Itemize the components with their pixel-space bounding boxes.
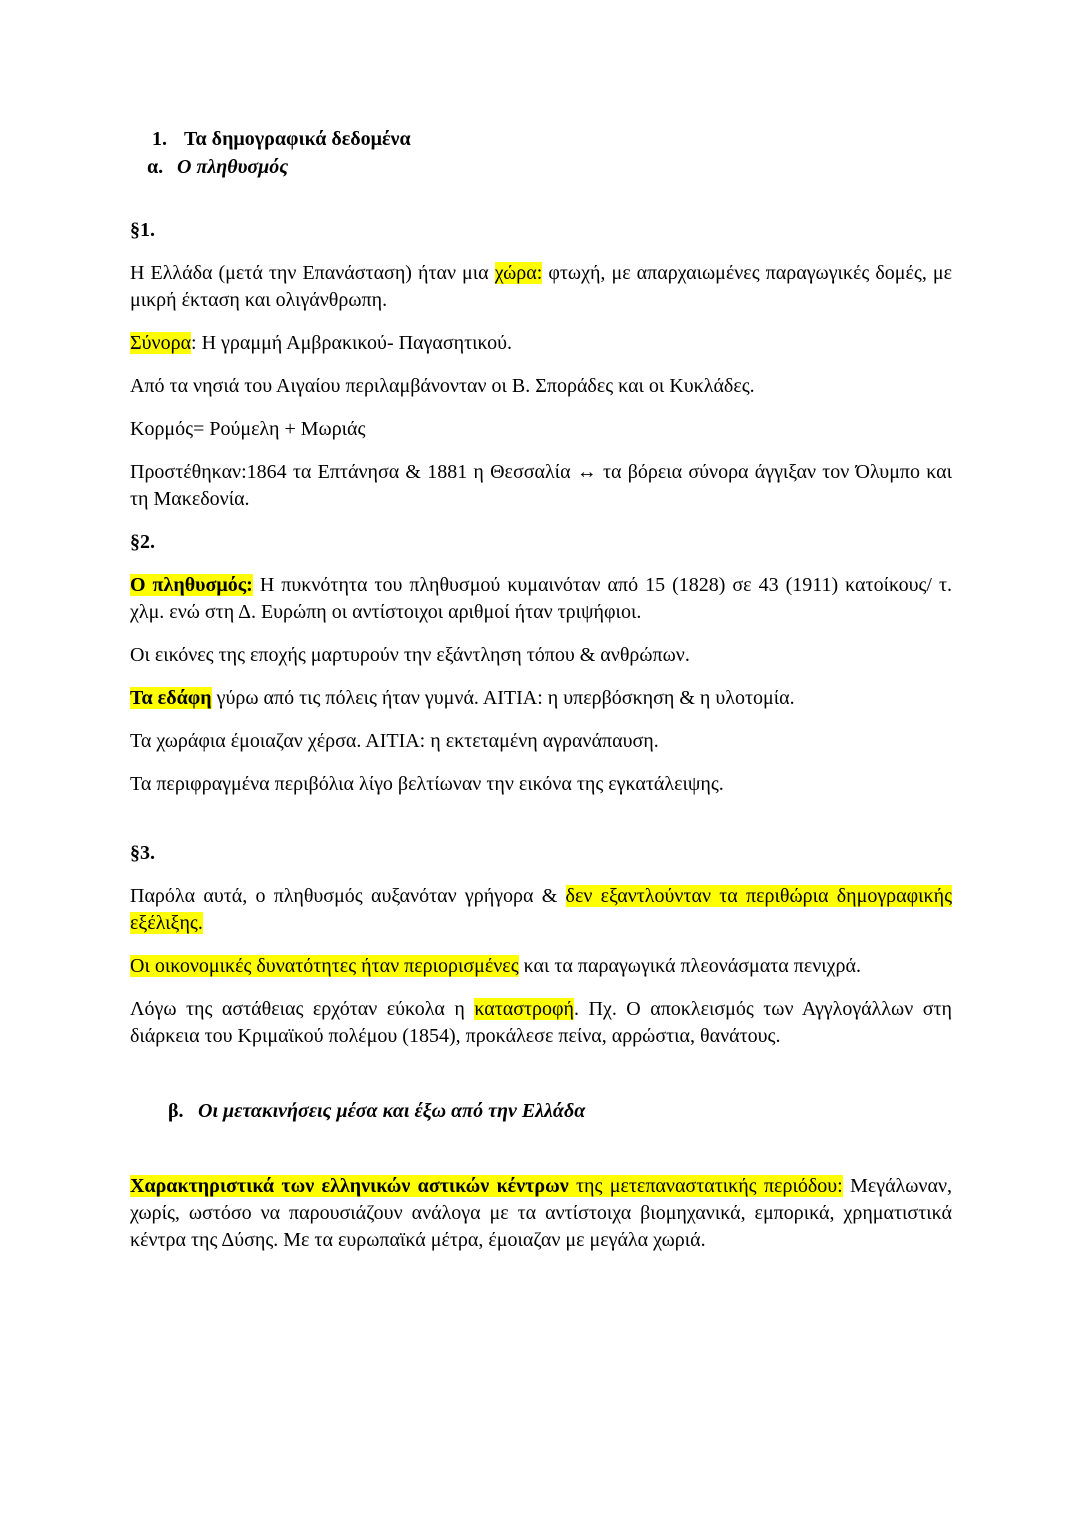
- main-heading: [152, 126, 952, 153]
- paragraph-14-text: Μεγάλωναν, χωρίς, ωστόσο να παρουσιάζουν ανάλογα με τα αντίστοιχα βιομηχανικά, εμπορικά, χρηματιστικά κέντρα της Δύσης. Με τα ευρωπαϊκά μέτρα, έμοιαζαν με μεγάλα χωριά.: [130, 1175, 952, 1251]
- paragraph-10: Τα περιφραγμένα περιβόλια λίγο βελτίωναν την εικόνα της εγκατάλειψης.: [130, 773, 724, 795]
- paragraph-13-text: Λόγω της αστάθειας ερχόταν εύκολα η: [130, 998, 475, 1020]
- subheading-beta: [168, 1098, 952, 1125]
- section-label-2: §2.: [130, 531, 155, 553]
- paragraph-4: Κορμός= Ρούμελη + Μωριάς: [130, 418, 366, 440]
- highlight-periodou: της μετεπαναστατικής περιόδου:: [568, 1175, 843, 1197]
- paragraph-12-text: και τα παραγωγικά πλεονάσματα πενιχρά.: [518, 955, 862, 977]
- highlight-synora: Σύνορα: [130, 332, 192, 354]
- subheading-alpha-text: Ο πληθυσμός: [177, 156, 289, 178]
- section-label-3: §3.: [130, 842, 155, 864]
- paragraph-7: Οι εικόνες της εποχής μαρτυρούν την εξάντληση τόπου & ανθρώπων.: [130, 644, 690, 666]
- main-heading-number: 1.: [152, 128, 167, 150]
- highlight-perithoria: δεν εξαντλούνταν τα περιθώρια δημογραφικής εξέλιξης.: [130, 885, 952, 934]
- paragraph-13: [130, 996, 952, 1050]
- paragraph-11-text: Παρόλα αυτά, ο πληθυσμός αυξανόταν γρήγορα &: [130, 885, 566, 907]
- highlight-katastrofi: καταστροφή: [474, 998, 575, 1020]
- paragraph-12: [130, 953, 952, 980]
- paragraph-13-text-cont: . Πχ. Ο αποκλεισμός των Αγγλογάλλων στη διάρκεια του Κριμαϊκού πολέμου (1854), προκάλεσε πείνα, αρρώστια, θανάτους.: [130, 998, 953, 1047]
- subheading-alpha-number: α.: [147, 156, 164, 178]
- main-heading-text: Τα δημογραφικά δεδομένα: [184, 128, 411, 150]
- paragraph-6-text: Η πυκνότητα του πληθυσμού κυμαινόταν από 15 (1828) σε 43 (1911) κατοίκους/ τ. χλμ. ενώ στη Δ. Ευρώπη οι αντίστοιχοι αριθμοί ήταν τριψήφιοι.: [130, 574, 952, 623]
- highlight-oikonomikes: Οι οικονομικές δυνατότητες ήταν περιορισμένες: [130, 955, 519, 977]
- highlight-chora: χώρα:: [494, 262, 543, 284]
- paragraph-8: [130, 685, 952, 712]
- highlight-plithysmos: Ο πληθυσμός:: [130, 574, 253, 596]
- paragraph-1: [130, 260, 952, 314]
- highlight-edafi: Τα εδάφη: [130, 687, 212, 709]
- paragraph-3: Από τα νησιά του Αιγαίου περιλαμβάνονταν οι Β. Σποράδες και οι Κυκλάδες.: [130, 375, 755, 397]
- paragraph-11: [130, 883, 952, 937]
- subheading-beta-text: Οι μετακινήσεις μέσα και έξω από την Ελλάδα: [198, 1100, 586, 1122]
- paragraph-1-text-cont: φτωχή, με απαρχαιωμένες παραγωγικές δομές, με μικρή έκταση και ολιγάνθρωπη.: [130, 262, 952, 311]
- paragraph-2-text: : Η γραμμή Αμβρακικού- Παγασητικού.: [191, 332, 513, 354]
- paragraph-14: [130, 1173, 952, 1254]
- paragraph-9: Τα χωράφια έμοιαζαν χέρσα. ΑΙΤΙΑ: η εκτεταμένη αγρανάπαυση.: [130, 730, 659, 752]
- highlight-xaraktiristika: Χαρακτηριστικά των ελληνικών αστικών κέντρων: [130, 1175, 569, 1197]
- paragraph-5: Προστέθηκαν:1864 τα Επτάνησα & 1881 η Θεσσαλία ↔ τα βόρεια σύνορα άγγιξαν τον Όλυμπο και τη Μακεδονία.: [130, 461, 952, 510]
- section-label-1: §1.: [130, 219, 155, 241]
- subheading-alpha: [147, 154, 952, 181]
- paragraph-2: [130, 330, 952, 357]
- paragraph-8-text: γύρω από τις πόλεις ήταν γυμνά. ΑΙΤΙΑ: η υπερβόσκηση & η υλοτομία.: [211, 687, 795, 709]
- paragraph-6: [130, 572, 952, 626]
- subheading-beta-number: β.: [168, 1100, 184, 1122]
- paragraph-1-text: Η Ελλάδα (μετά την Επανάσταση) ήταν μια: [130, 262, 495, 284]
